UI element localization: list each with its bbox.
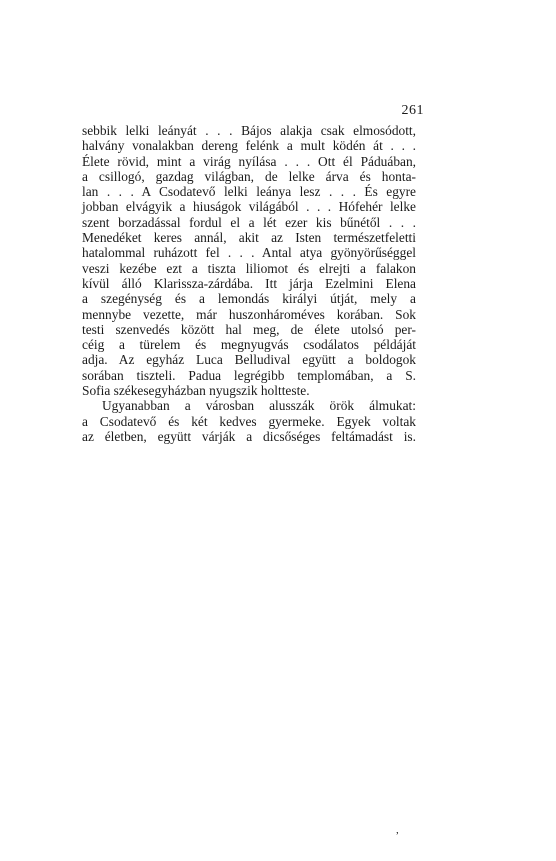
text-line: veszi kezébe ezt a tiszta liliomot és elrejti a falakon	[82, 260, 416, 276]
text-line: adja. Az egyház Luca Belludival együtt a boldogok	[82, 352, 416, 368]
text-line: mennybe vezette, már huszonhároméves korában. Sok	[82, 306, 416, 322]
text-line: szent borzadással fordul el a lét ezer kis bűnétől . . .	[82, 214, 416, 230]
page-number: 261	[401, 103, 424, 118]
text-line-paragraph-start: Ugyanabban a városban alusszák örök álmukat:	[102, 398, 416, 414]
text-line: sorában tiszteli. Padua legrégibb templomában, a S.	[82, 367, 416, 383]
body-text	[82, 123, 416, 444]
text-line: halvány vonalakban dereng felénk a mult ködén át . . .	[82, 138, 416, 154]
text-line: Sofia székesegyházban nyugszik holtteste.	[82, 383, 310, 399]
text-line: lan . . . A Csodatevő lelki leánya lesz . . . És egyre	[82, 184, 416, 200]
text-line: testi szenvedés között hal meg, de élete utolsó per-	[82, 321, 416, 337]
text-line: a csillogó, gazdag világban, de lelke árva és honta-	[82, 168, 416, 184]
text-line: Élete rövid, mint a virág nyílása . . . Ott él Páduában,	[82, 153, 416, 169]
text-line: kívül álló Klarissza-zárdába. Itt járja Ezelmini Elena	[82, 275, 416, 291]
stray-mark: ,	[396, 824, 399, 836]
text-line: Menedéket keres annál, akit az Isten természetfeletti	[82, 230, 416, 246]
text-line: a szegénység és a lemondás királyi útját, mely a	[82, 291, 416, 307]
text-line: jobban elvágyik a hiuságok világából . . . Hófehér lelke	[82, 199, 416, 215]
text-line: hatalommal ruházott fel . . . Antal atya gyönyörűséggel	[82, 245, 416, 261]
text-line: az életben, együtt várják a dicsőséges feltámadást is.	[82, 428, 416, 444]
text-line: a Csodatevő és két kedves gyermeke. Egyek voltak	[82, 413, 416, 429]
text-line: sebbik lelki leányát . . . Bájos alakja csak elmosódott,	[82, 123, 416, 138]
text-line: céig a türelem és megnyugvás csodálatos példáját	[82, 337, 416, 353]
